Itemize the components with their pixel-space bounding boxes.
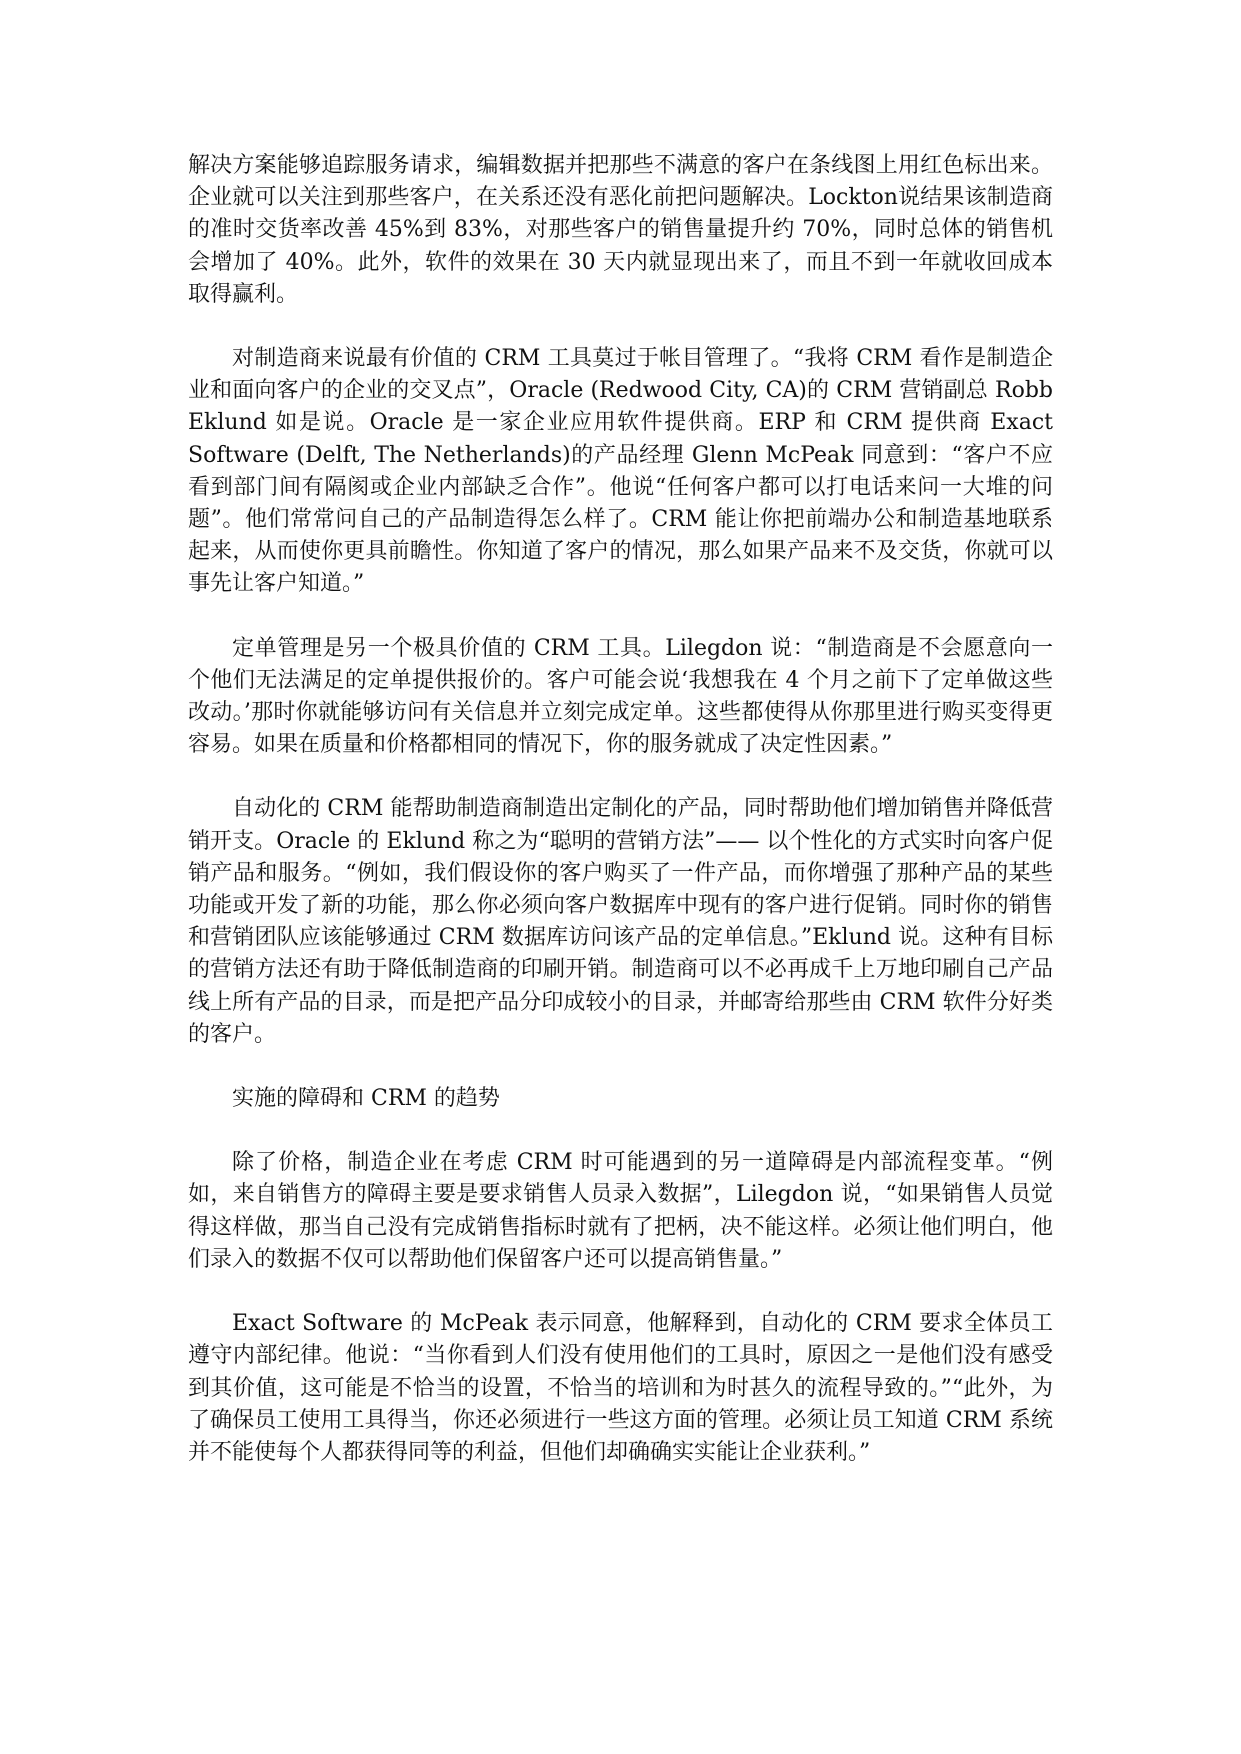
paragraph-3: 定单管理是另一个极具价值的 CRM 工具。Lilegdon 说：“制造商是不会愿意向一个他们无法满足的定单提供报价的。客户可能会说‘我想我在 4 个月之前下了定单做这些改动。’那时你就能够访问有关信息并立刻完成定单。这些都使得从你那里进行购买变得更容易。如果在质量和价格都相同的情况下，你的服务就成了决定性因素。”: [188, 635, 1053, 758]
document-page: [188, 150, 1053, 1501]
section-heading: 实施的障碍和 CRM 的趋势: [232, 1086, 500, 1112]
paragraph-4: 自动化的 CRM 能帮助制造商制造出定制化的产品，同时帮助他们增加销售并降低营销开支。Oracle 的 Eklund 称之为“聪明的营销方法”—— 以个性化的方式实时向客户促销产品和服务。“例如，我们假设你的客户购买了一件产品，而你增强了那种产品的某些功能或开发了新的功能，那么你必须向客户数据库中现有的客户进行促销。同时你的销售和营销团队应该能够通过 CRM 数据库访问该产品的定单信息。”Eklund 说。这种有目标的营销方法还有助于降低制造商的印刷开销。制造商可以不必再成千上万地印刷自己产品线上所有产品的目录，而是把产品分印成较小的目录，并邮寄给那些由 CRM 软件分好类的客户。: [188, 796, 1053, 1047]
paragraph-2: 对制造商来说最有价值的 CRM 工具莫过于帐目管理了。“我将 CRM 看作是制造企业和面向客户的企业的交叉点”，Oracle (Redwood City, CA)的 CRM 营销副总 Robb Eklund 如是说。Oracle 是一家企业应用软件提供商。ERP 和 CRM 提供商 Exact Software (Delft, The Netherlands)的产品经理 Glenn McPeak 同意到：“客户不应看到部门间有隔阂或企业内部缺乏合作”。他说“任何客户都可以打电话来问一大堆的问题”。他们常常问自己的产品制造得怎么样了。CRM 能让你把前端办公和制造基地联系起来，从而使你更具前瞻性。你知道了客户的情况，那么如果产品来不及交货，你就可以事先让客户知道。”: [188, 346, 1053, 597]
paragraph-5: 除了价格，制造企业在考虑 CRM 时可能遇到的另一道障碍是内部流程变革。“例如，来自销售方的障碍主要是要求销售人员录入数据”，Lilegdon 说，“如果销售人员觉得这样做，那当自己没有完成销售指标时就有了把柄，决不能这样。必须让他们明白，他们录入的数据不仅可以帮助他们保留客户还可以提高销售量。”: [188, 1150, 1053, 1272]
paragraph-6: Exact Software 的 McPeak 表示同意，他解释到，自动化的 CRM 要求全体员工遵守内部纪律。他说：“当你看到人们没有使用他们的工具时，原因之一是他们没有感受到其价值，这可能是不恰当的设置，不恰当的培训和为时甚久的流程导致的。”“此外，为了确保员工使用工具得当，你还必须进行一些这方面的管理。必须让员工知道 CRM 系统并不能使每个人都获得同等的利益，但他们却确确实实能让企业获利。”: [188, 1311, 1053, 1465]
paragraph-1: 解决方案能够追踪服务请求，编辑数据并把那些不满意的客户在条线图上用红色标出来。企业就可以关注到那些客户，在关系还没有恶化前把问题解决。Lockton说结果该制造商的准时交货率改善 45%到 83%，对那些客户的销售量提升约 70%，同时总体的销售机会增加了 40%。此外，软件的效果在 30 天内就显现出来了，而且不到一年就收回成本取得赢利。: [188, 153, 1053, 307]
